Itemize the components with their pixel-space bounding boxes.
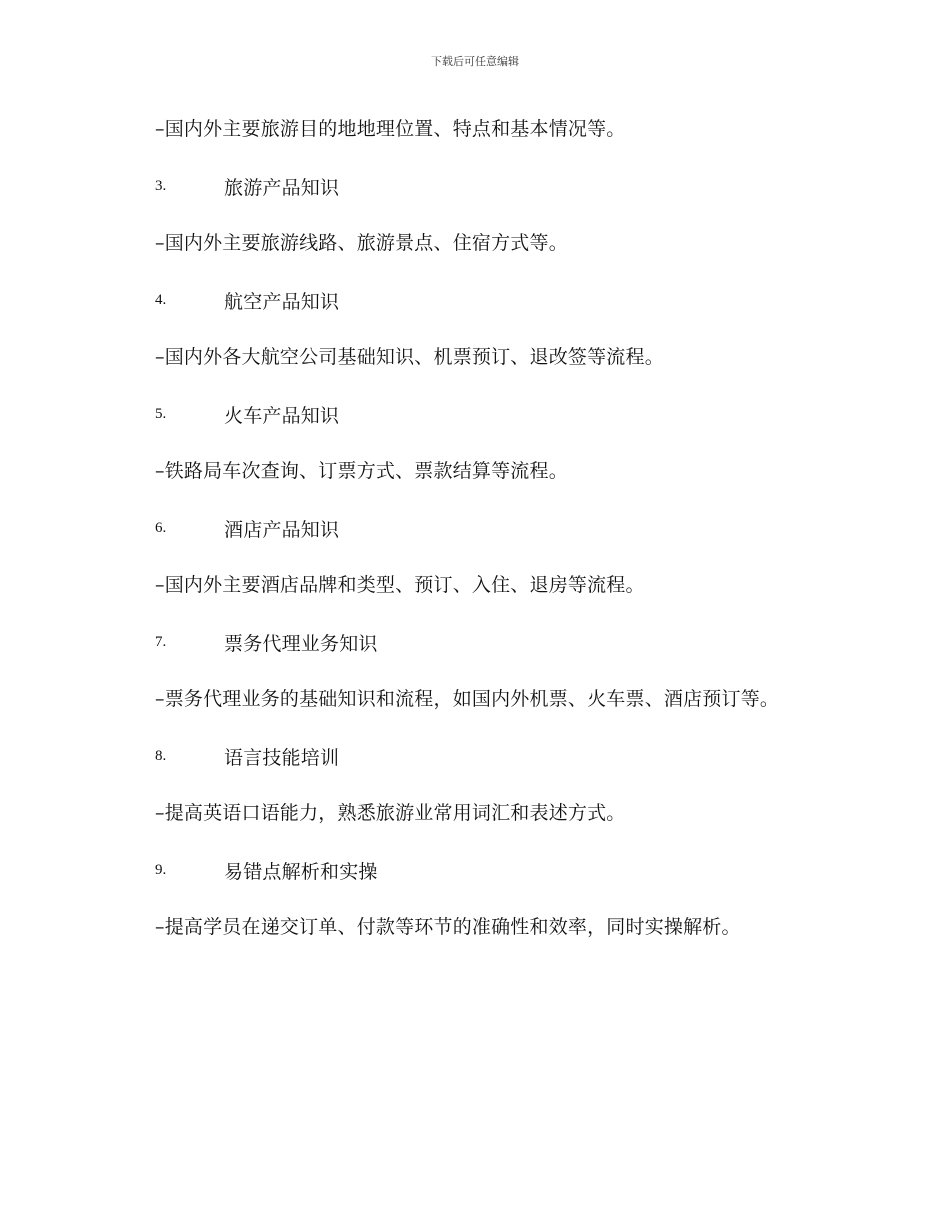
section-heading-7 (112, 626, 827, 659)
paragraph-airline-products: –国内外各大航空公司基础知识、机票预订、退改签等流程。 (155, 346, 664, 368)
section-title: 票务代理业务知识 (224, 633, 378, 655)
section-number: 6. (155, 520, 167, 536)
section-heading-6 (112, 512, 827, 545)
section-heading-4 (112, 284, 827, 317)
section-heading-5 (112, 398, 827, 431)
section-title: 旅游产品知识 (224, 177, 340, 199)
section-number: 9. (155, 862, 167, 878)
paragraph-train-products: –铁路局车次查询、订票方式、票款结算等流程。 (155, 460, 568, 482)
paragraph-travel-products: –国内外主要旅游线路、旅游景点、住宿方式等。 (155, 232, 568, 254)
paragraph-destination-info: –国内外主要旅游目的地地理位置、特点和基本情况等。 (155, 118, 626, 140)
section-heading-8 (112, 740, 827, 773)
section-title: 酒店产品知识 (224, 519, 340, 541)
page-header: 下载后可任意编辑 (431, 55, 519, 68)
section-heading-9 (112, 854, 827, 887)
document-body (112, 113, 827, 968)
section-number: 3. (155, 178, 167, 194)
paragraph-ticket-agency: –票务代理业务的基础知识和流程，如国内外机票、火车票、酒店预订等。 (155, 688, 780, 710)
section-number: 4. (155, 292, 167, 308)
section-title: 航空产品知识 (224, 291, 340, 313)
section-number: 5. (155, 406, 167, 422)
paragraph-hotel-products: –国内外主要酒店品牌和类型、预订、入住、退房等流程。 (155, 574, 645, 596)
paragraph-language-skills: –提高英语口语能力，熟悉旅游业常用词汇和表述方式。 (155, 802, 626, 824)
section-title: 语言技能培训 (224, 747, 340, 769)
section-title: 火车产品知识 (224, 405, 340, 427)
section-number: 7. (155, 634, 167, 650)
section-title: 易错点解析和实操 (224, 861, 378, 883)
section-heading-3 (112, 170, 827, 203)
section-number: 8. (155, 748, 167, 764)
paragraph-error-analysis: –提高学员在递交订单、付款等环节的准确性和效率，同时实操解析。 (155, 916, 741, 938)
